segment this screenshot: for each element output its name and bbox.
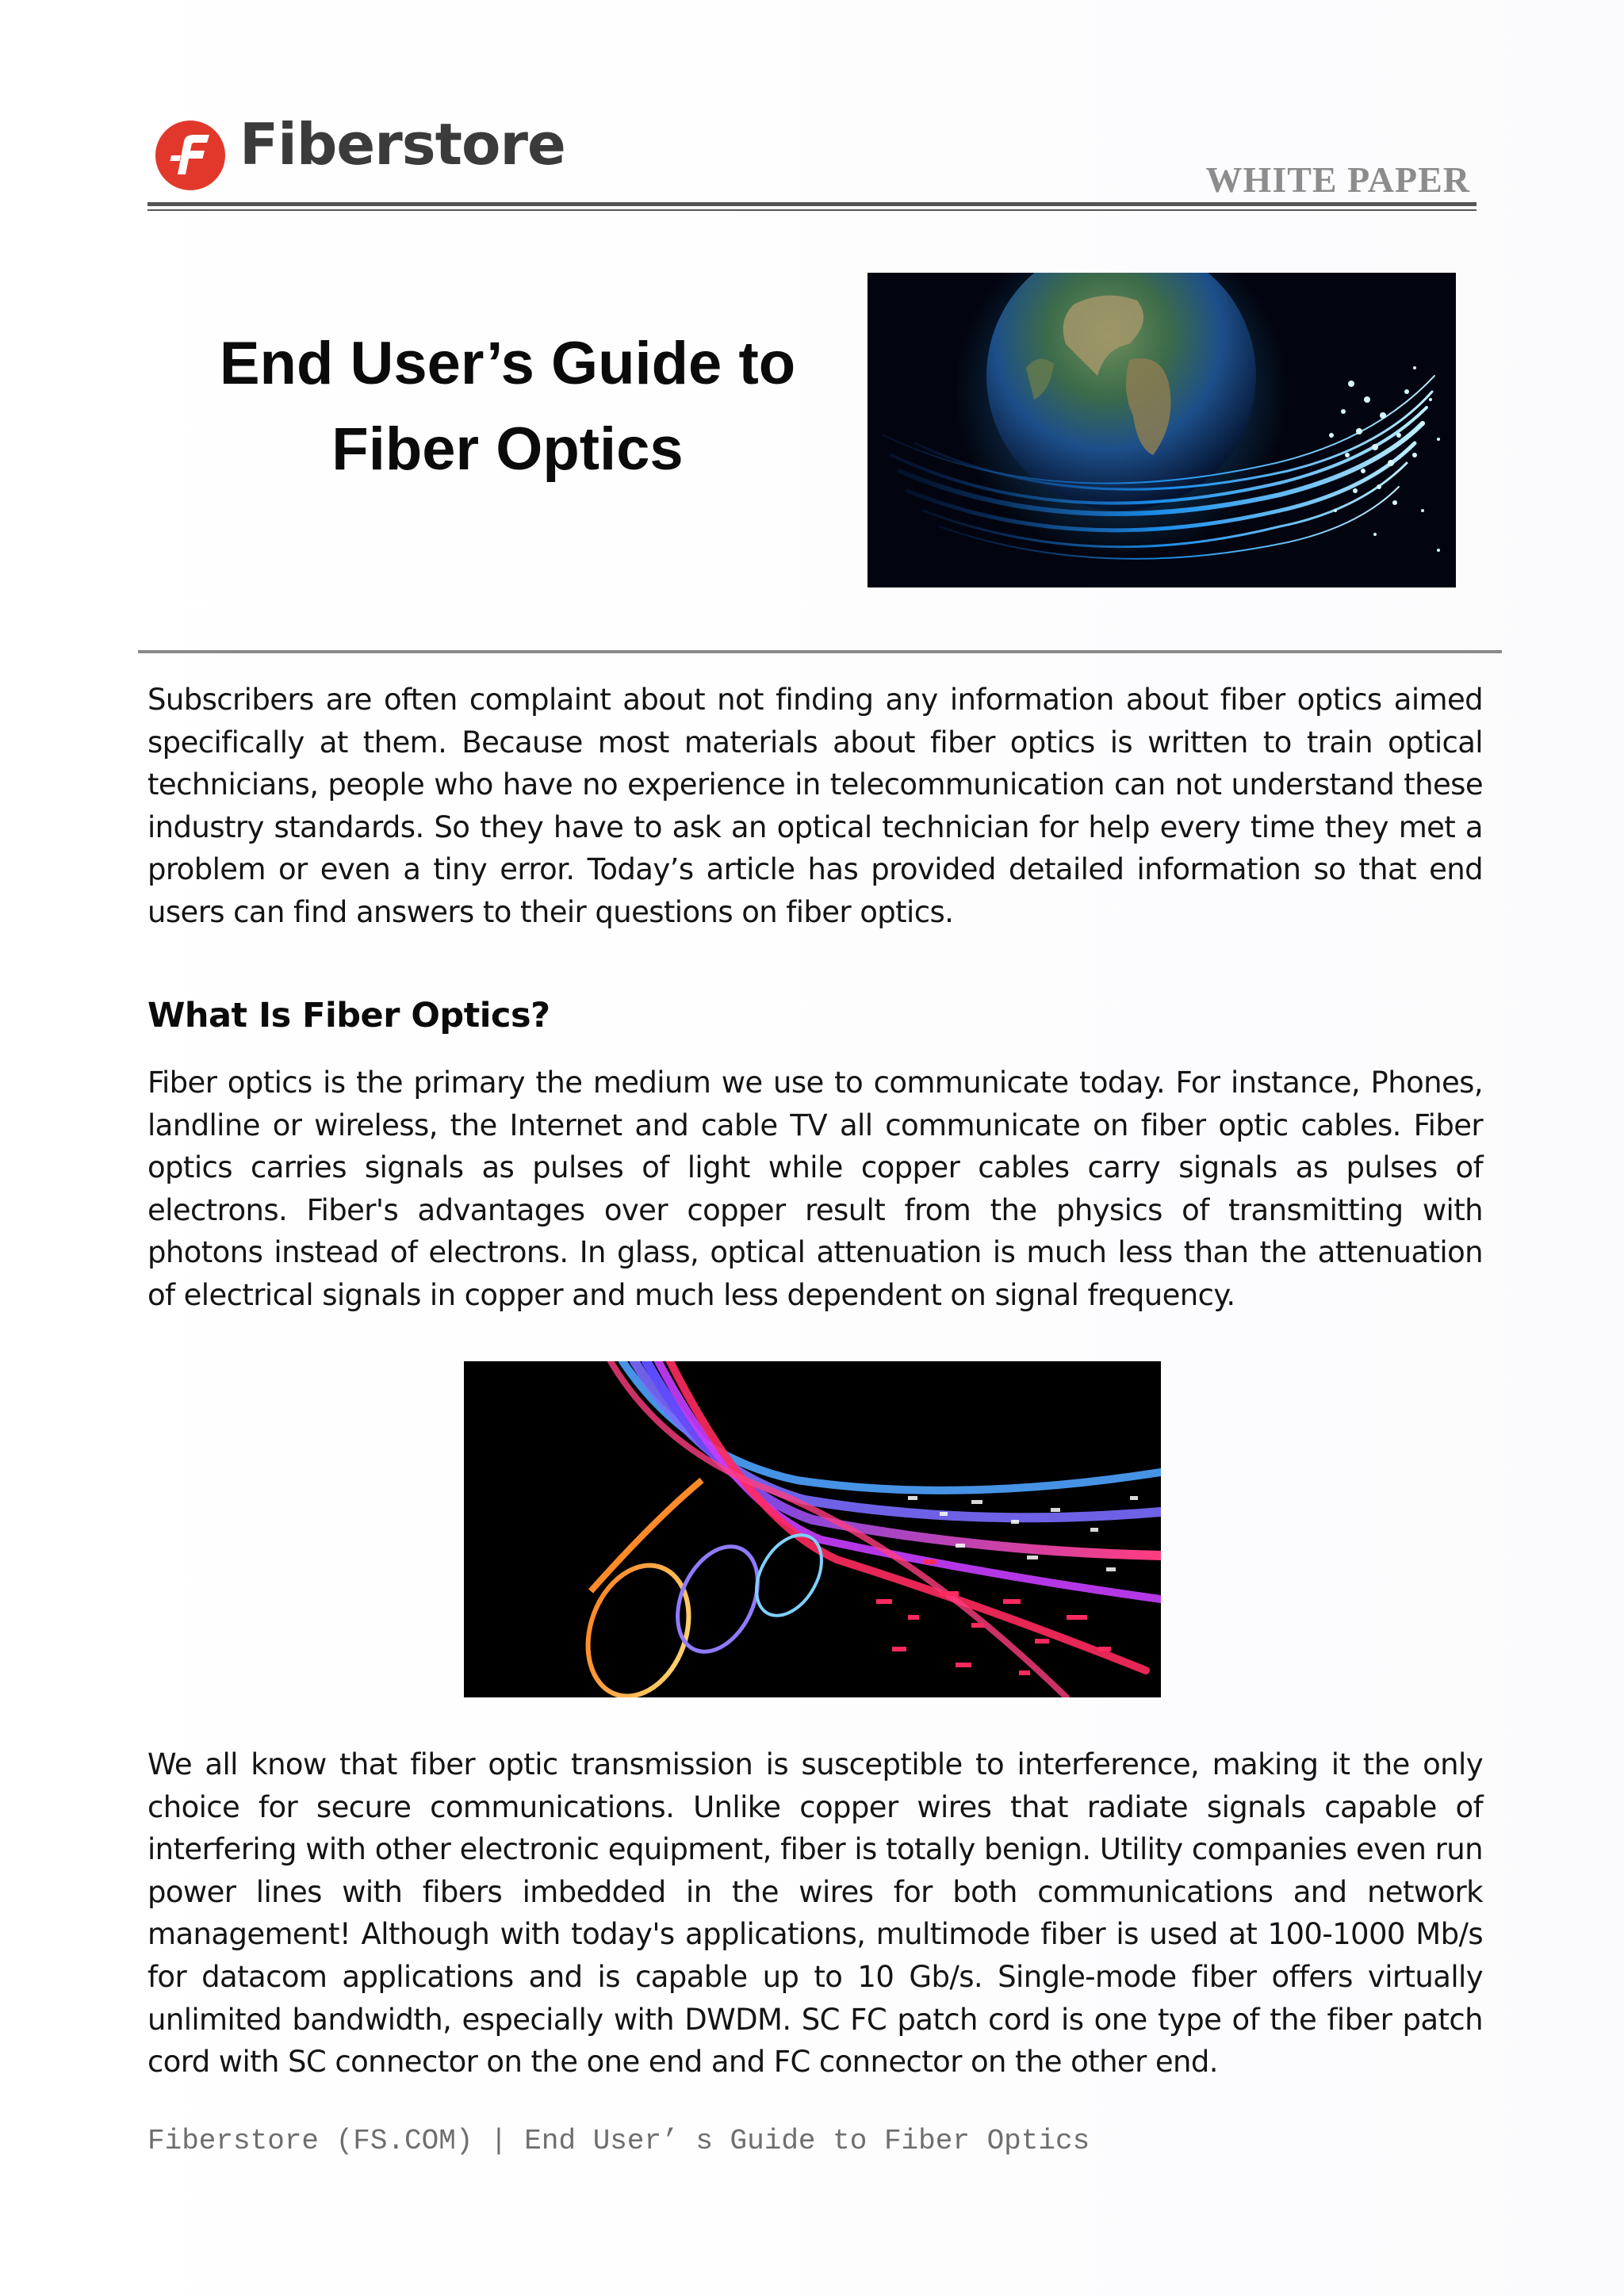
- header-divider: [147, 202, 1477, 206]
- document-title: [182, 321, 833, 492]
- intro-paragraph: Subscribers are often complaint about not finding any information about fiber optics aimed specifically at them. Because most materials about fiber optics is written to train optical technicians, people who have no experience in telecommunication can not understand these industry standards. So they have to ask an optical technician for help every time they met a problem or even a tiny error. Today’s article has provided detailed information so that end users can find answers to their questions on fiber optics.: [147, 683, 1483, 929]
- title-line-2: Fiber Optics: [331, 415, 684, 483]
- page-footer: Fiberstore (FS.COM) | End User’ s Guide to Fiber Optics: [147, 2125, 1090, 2157]
- earth-fiber-optic-image: [868, 273, 1456, 587]
- section-heading: What Is Fiber Optics?: [147, 996, 550, 1035]
- header-divider-thin: [147, 209, 1477, 211]
- fiber-optic-strands-image: [464, 1361, 1161, 1697]
- brand-name: Fiberstore: [239, 111, 565, 178]
- body-paragraph-1: Fiber optics is the primary the medium we use to communicate today. For instance, Phones, landline or wireless, the Internet and cable TV all communicate on fiber optic cables. Fiber optics carries signals as pulses of light while copper cables carry signals as pulses of electrons. Fiber's advantages over copper result from the physics of transmitting with photons instead of electrons. In glass, optical attenuation is much less than the attenuation of electrical signals in copper and much less dependent on signal frequency.: [147, 1066, 1483, 1312]
- document-type-label: WHITE PAPER: [1205, 159, 1470, 200]
- title-line-1: End User’s Guide to: [219, 330, 796, 397]
- section-divider: [138, 650, 1502, 653]
- body-paragraph-2: We all know that fiber optic transmission is susceptible to interference, making it the only choice for secure communications. Unlike copper wires that radiate signals capable of interfering with other electronic equipment, fiber is totally benign. Utility companies even run power lines with fibers imbedded in the wires for both communications and network management! Although with today's applications, multimode fiber is used at 100-1000 Mb/s for datacom applications and is capable up to 10 Gb/s. Single-mode fiber offers virtually unlimited bandwidth, especially with DWDM. SC FC patch cord is one type of the fiber patch cord with SC connector on the one end and FC connector on the other end.: [147, 1747, 1483, 2080]
- fiberstore-logo-icon: [154, 119, 227, 192]
